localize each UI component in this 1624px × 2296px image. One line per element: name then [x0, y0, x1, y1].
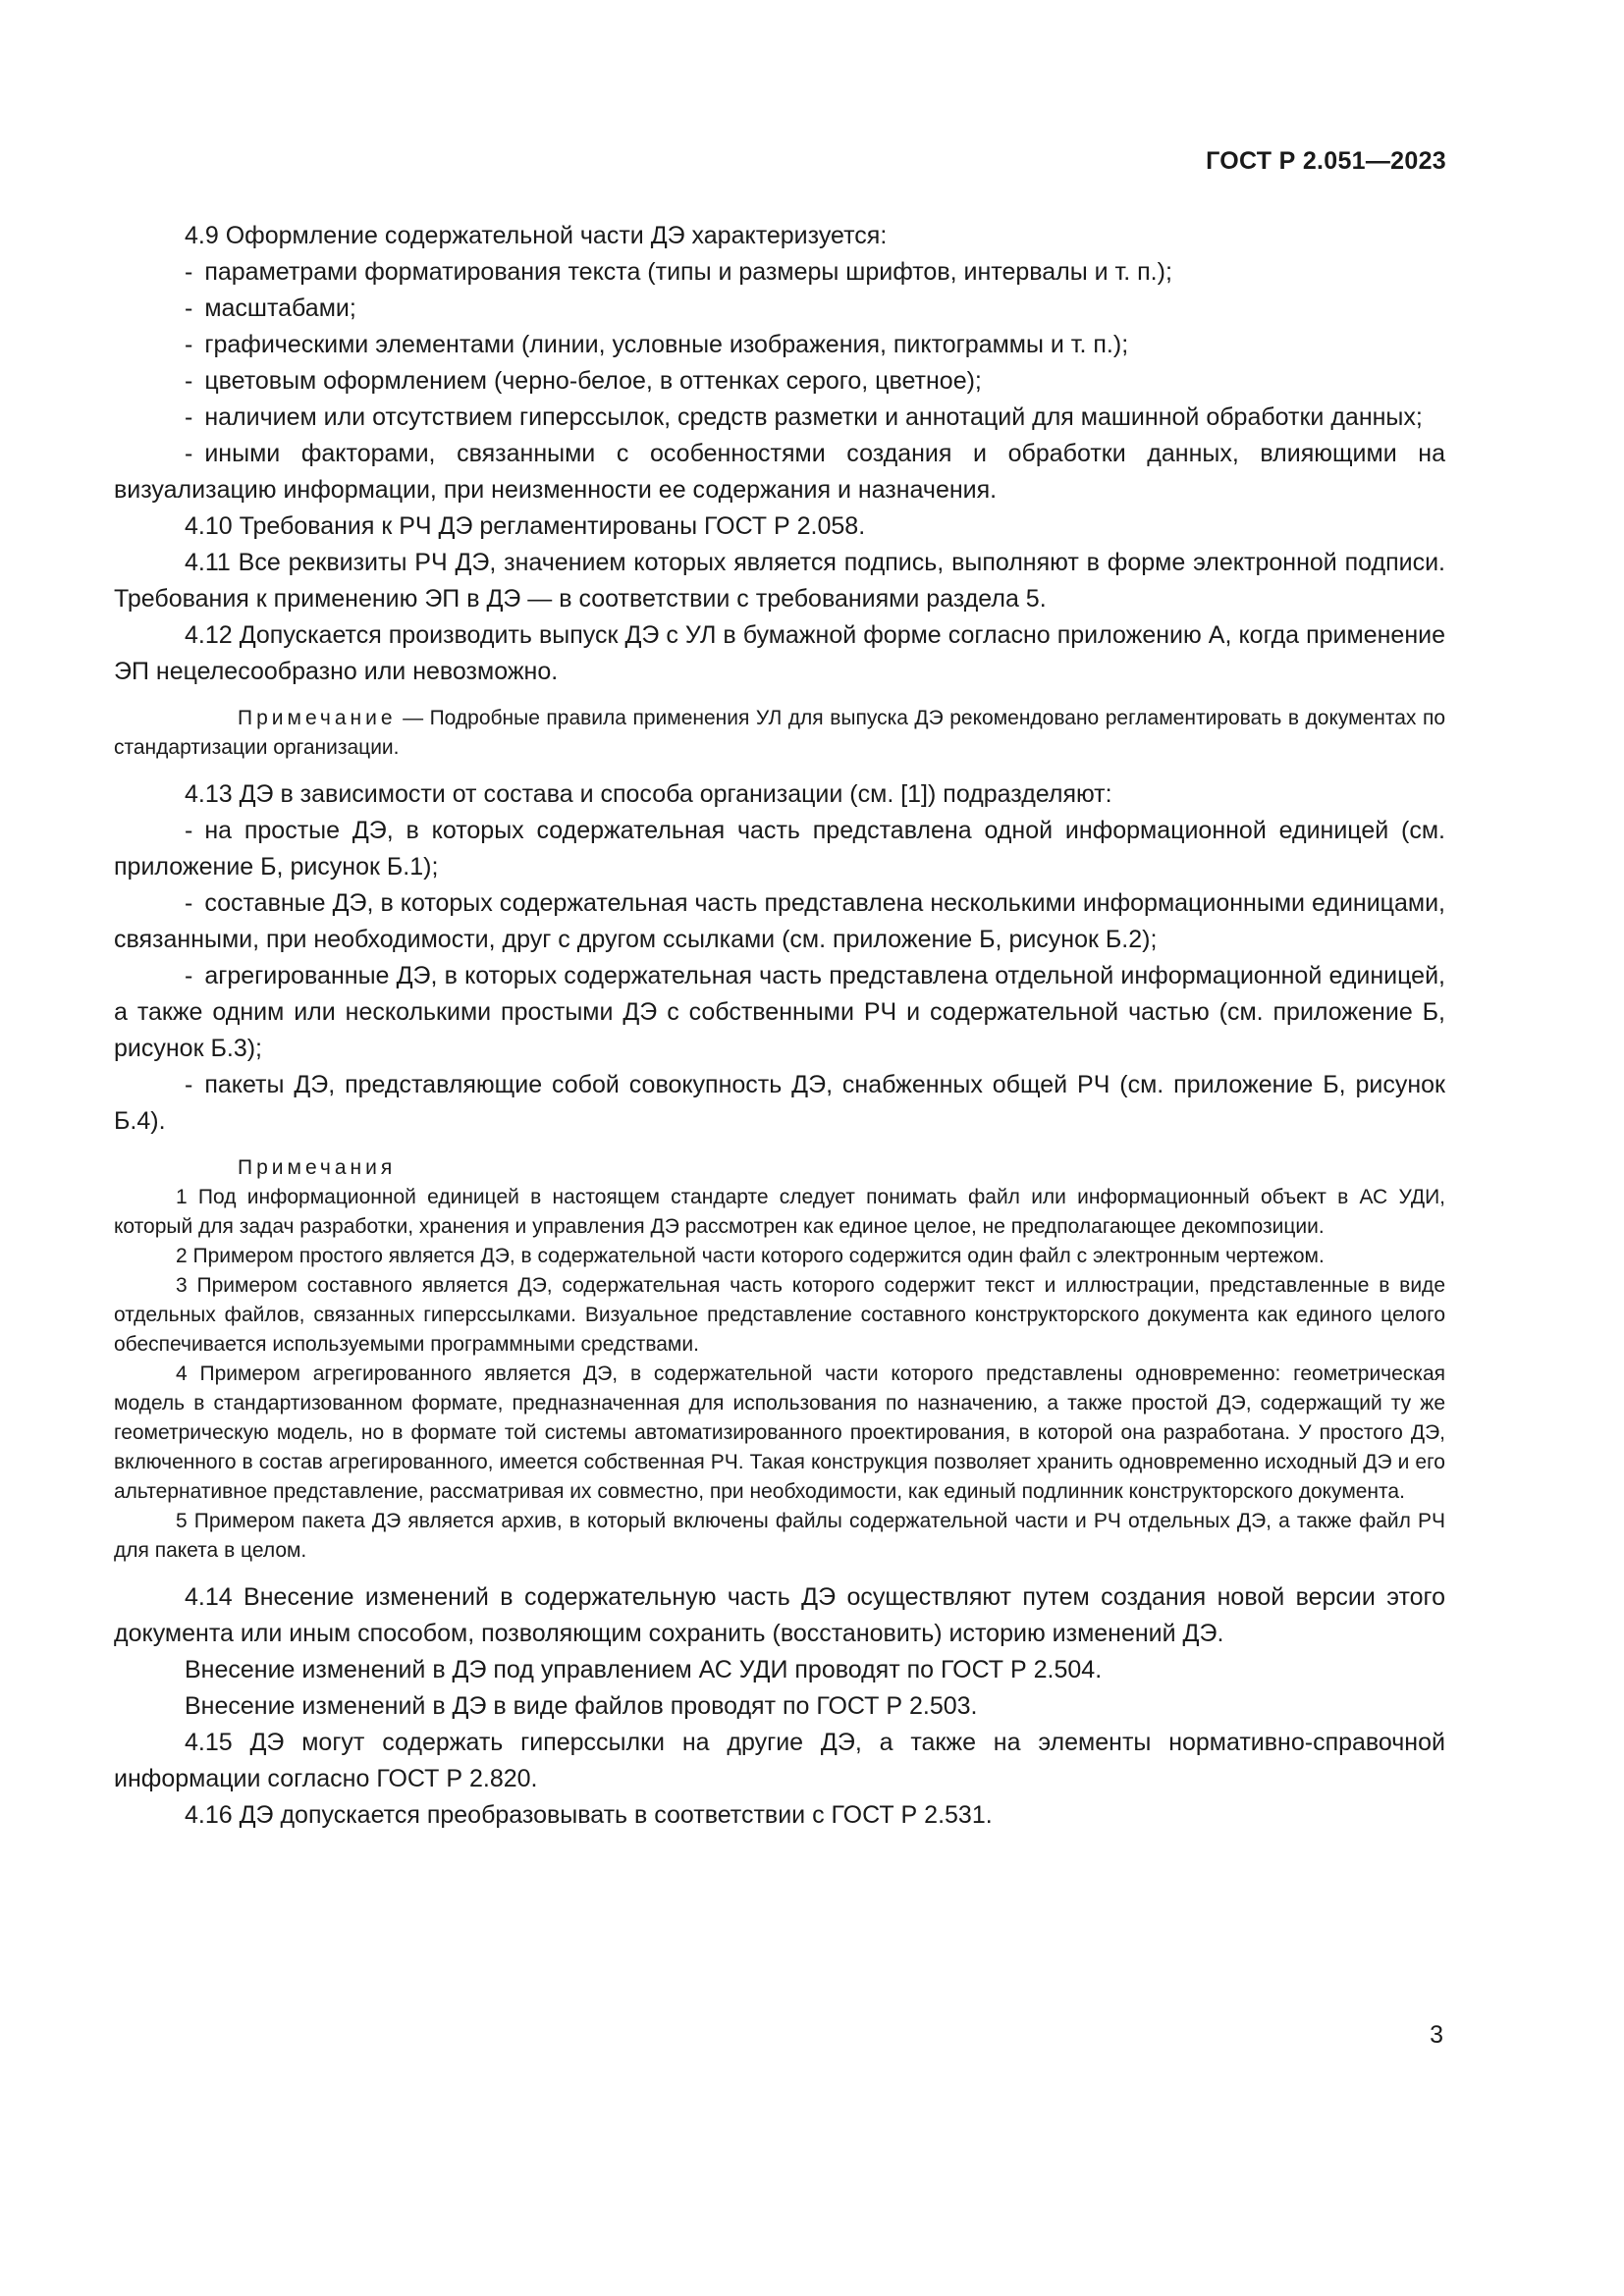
list-item: - наличием или отсутствием гиперссылок, средств разметки и аннотаций для машинной обработки данных;	[185, 403, 1423, 431]
list-item: - на простые ДЭ, в которых содержательная часть представлена одной информационной единицей (см. приложение Б, рисунок Б.1);	[114, 817, 1445, 881]
note-item: 4 Примером агрегированного является ДЭ, в содержательной части которого представлены одновременно: геометрическая модель в стандартизованном формате, предназначенная для использования по назначению, а также простой ДЭ, содержащий ту же геометрическую модель, но в формате той системы автоматизированного проектирования, в которой она разработана. У простого ДЭ, включенного в состав агрегированного, имеется собственная РЧ. Такая конструкция позволяет хранить одновременно исходный ДЭ и его альтернативное представление, рассматривая их совместно, при необходимости, как единый подлинник конструкторского документа.	[114, 1362, 1445, 1503]
list-item: - графическими элементами (линии, условные изображения, пиктограммы и т. п.);	[185, 331, 1129, 358]
clause-4-14-b: Внесение изменений в ДЭ в виде файлов проводят по ГОСТ Р 2.503.	[185, 1692, 978, 1720]
list-item: - агрегированные ДЭ, в которых содержательная часть представлена отдельной информационной единицей, а также одним или несколькими простыми ДЭ с собственными РЧ и содержательной частью (см. приложение Б, рисунок Б.3);	[114, 962, 1445, 1062]
notes-block	[114, 1153, 1445, 1566]
clause-4-14-a: Внесение изменений в ДЭ под управлением АС УДИ проводят по ГОСТ Р 2.504.	[185, 1656, 1103, 1683]
clause-4-11: 4.11 Все реквизиты РЧ ДЭ, значением которых является подпись, выполняют в форме электронной подписи. Требования к применению ЭП в ДЭ — в соответствии с требованиями раздела 5.	[114, 549, 1445, 613]
note-item: 5 Примером пакета ДЭ является архив, в который включены файлы содержательной части и РЧ отдельных ДЭ, а также файл РЧ для пакета в целом.	[114, 1510, 1445, 1562]
list-item: - составные ДЭ, в которых содержательная часть представлена несколькими информационными единицами, связанными, при необходимости, друг с другом ссылками (см. приложение Б, рисунок Б.2);	[114, 889, 1445, 953]
clause-4-10: 4.10 Требования к РЧ ДЭ регламентированы ГОСТ Р 2.058.	[185, 512, 866, 540]
notes-title: Примечания	[238, 1156, 397, 1179]
page-number: 3	[1430, 2021, 1443, 2049]
list-item: - пакеты ДЭ, представляющие собой совокупность ДЭ, снабженных общей РЧ (см. приложение Б, рисунок Б.4).	[114, 1071, 1445, 1135]
note-item: 3 Примером составного является ДЭ, содержательная часть которого содержит текст и иллюстрации, представленные в виде отдельных файлов, связанных гиперссылками. Визуальное представление составного конструкторского документа как единого целого обеспечивается используемыми программными средствами.	[114, 1274, 1445, 1356]
clause-4-15: 4.15 ДЭ могут содержать гиперссылки на другие ДЭ, а также на элементы нормативно-справочной информации согласно ГОСТ Р 2.820.	[114, 1729, 1445, 1792]
list-item: - масштабами;	[185, 294, 356, 322]
note-item: 1 Под информационной единицей в настоящем стандарте следует понимать файл или информационный объект в АС УДИ, который для задач разработки, хранения и управления ДЭ рассмотрен как единое целое, не предполагающее декомпозиции.	[114, 1186, 1445, 1238]
clause-4-16: 4.16 ДЭ допускается преобразовывать в соответствии с ГОСТ Р 2.531.	[185, 1801, 993, 1829]
note-title: Примечание	[238, 707, 397, 729]
clause-4-9-intro: 4.9 Оформление содержательной части ДЭ характеризуется:	[185, 222, 888, 249]
clause-4-12: 4.12 Допускается производить выпуск ДЭ с УЛ в бумажной форме согласно приложению А, когда применение ЭП нецелесообразно или невозможно.	[114, 621, 1445, 685]
note-text: — Подробные правила применения УЛ для выпуска ДЭ рекомендовано регламентировать в документах по стандартизации организации.	[114, 707, 1445, 759]
note-item: 2 Примером простого является ДЭ, в содержательной части которого содержится один файл с электронным чертежом.	[176, 1245, 1325, 1267]
clause-4-13-intro: 4.13 ДЭ в зависимости от состава и способа организации (см. [1]) подразделяют:	[185, 780, 1112, 808]
note-block	[114, 704, 1445, 763]
document-body	[114, 218, 1445, 1834]
list-item: - цветовым оформлением (черно-белое, в оттенках серого, цветное);	[185, 367, 982, 395]
clause-4-14: 4.14 Внесение изменений в содержательную часть ДЭ осуществляют путем создания новой версии этого документа или иным способом, позволяющим сохранить (восстановить) историю изменений ДЭ.	[114, 1583, 1445, 1647]
list-item: - иными факторами, связанными с особенностями создания и обработки данных, влияющими на визуализацию информации, при неизменности ее содержания и назначения.	[114, 440, 1445, 504]
document-number-header: ГОСТ Р 2.051—2023	[1206, 147, 1446, 175]
list-item: - параметрами форматирования текста (типы и размеры шрифтов, интервалы и т. п.);	[185, 258, 1172, 286]
